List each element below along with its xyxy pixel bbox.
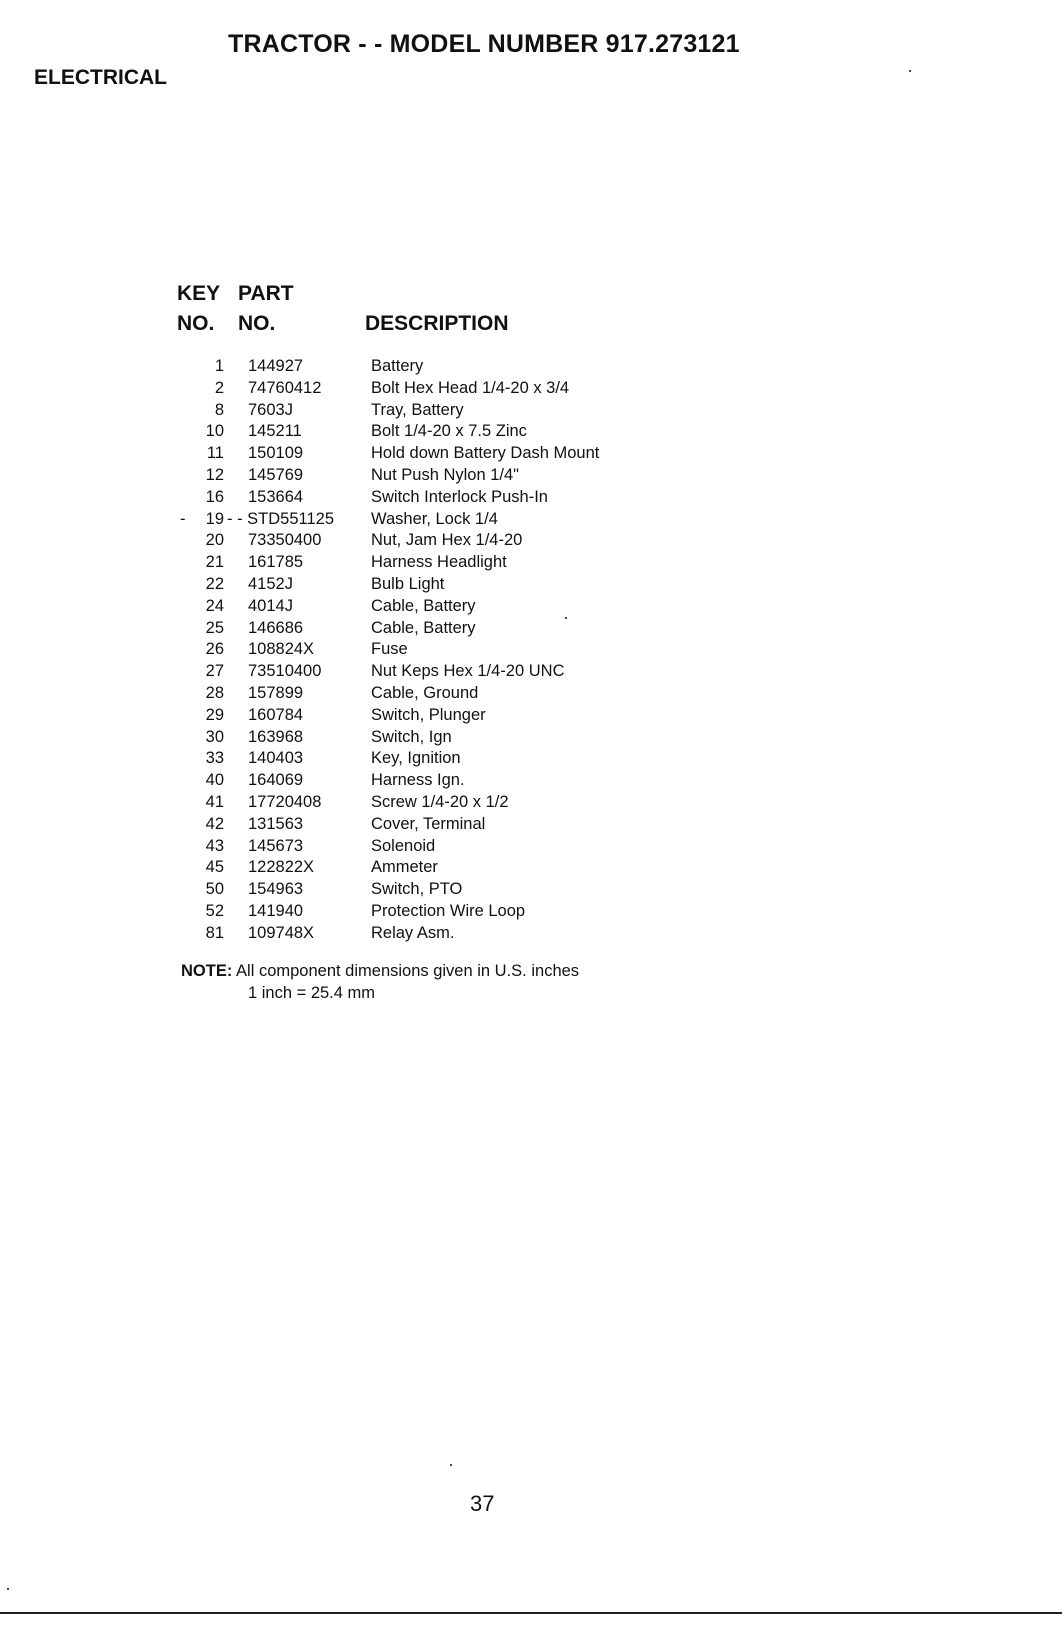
key-number: 45: [205, 858, 224, 877]
key-number: 22: [205, 574, 224, 593]
key-number: 26: [205, 640, 224, 659]
part-description: Nut Push Nylon 1/4": [371, 465, 520, 484]
parts-row: [180, 618, 680, 640]
parts-row: [180, 661, 680, 683]
part-description: Cover, Terminal: [371, 814, 486, 833]
key-number: 52: [205, 901, 224, 920]
key-number: 21: [205, 553, 224, 572]
parts-row: [180, 770, 680, 792]
key-number: 20: [205, 531, 224, 550]
parts-row: [180, 421, 680, 443]
part-number: 17720408: [248, 792, 322, 811]
key-number: 11: [206, 444, 224, 463]
note-text: All component dimensions given in U.S. inches: [236, 962, 580, 980]
key-number: 42: [205, 814, 224, 833]
part-description: Switch Interlock Push-In: [371, 487, 548, 506]
parts-row: [180, 857, 680, 879]
page-title: TRACTOR - - MODEL NUMBER 917.273121: [228, 30, 740, 58]
scan-speck: [7, 1588, 9, 1590]
part-description: Battery: [371, 357, 424, 375]
parts-row: [180, 356, 680, 378]
part-number: 74760412: [248, 378, 322, 397]
scan-speck: [909, 70, 911, 72]
part-description: Hold down Battery Dash Mount: [371, 444, 600, 463]
key-number: 28: [205, 683, 224, 702]
key-number: 50: [205, 880, 224, 899]
part-number: 153664: [248, 487, 304, 506]
part-description: Bulb Light: [371, 574, 445, 593]
parts-row: [180, 443, 680, 465]
key-number: 1: [214, 357, 224, 375]
part-number: 140403: [248, 749, 304, 768]
part-description: Nut, Jam Hex 1/4-20: [371, 531, 523, 550]
parts-row: [180, 639, 680, 661]
parts-row: [180, 727, 680, 749]
part-number: 145211: [248, 422, 302, 441]
key-number: 8: [214, 400, 224, 419]
scan-speck: [565, 617, 567, 619]
part-description: Switch, Ign: [371, 727, 452, 746]
part-number: 154963: [248, 880, 304, 899]
part-number: 4014J: [248, 596, 293, 615]
part-description: Nut Keps Hex 1/4-20 UNC: [371, 662, 565, 681]
part-number: 145673: [248, 836, 304, 855]
parts-row: [180, 748, 680, 770]
key-number: 33: [205, 749, 224, 768]
parts-row: [180, 552, 680, 574]
description-column-header: DESCRIPTION: [365, 312, 509, 335]
part-number: 160784: [248, 705, 304, 724]
part-number: 163968: [248, 727, 304, 746]
part-description: Fuse: [371, 640, 408, 659]
key-number: 29: [205, 705, 224, 724]
parts-row: [180, 487, 680, 509]
parts-row: [180, 378, 680, 400]
parts-row: [180, 400, 680, 422]
key-number: 25: [205, 618, 224, 637]
key-column-header-top: KEY: [177, 282, 221, 305]
part-description: Protection Wire Loop: [371, 901, 526, 920]
key-column-header-bottom: NO.: [177, 312, 215, 335]
parts-row: [180, 574, 680, 596]
part-description: Bolt 1/4-20 x 7.5 Zinc: [371, 422, 527, 441]
note-label: NOTE:: [181, 962, 233, 980]
part-description: Ammeter: [371, 858, 438, 877]
part-description: Screw 1/4-20 x 1/2: [371, 792, 509, 811]
part-number: 73510400: [248, 662, 322, 681]
parts-row: [180, 792, 680, 814]
part-number: 161785: [248, 553, 304, 572]
key-number: 10: [205, 422, 224, 441]
parts-row: [180, 530, 680, 552]
key-number: 41: [205, 792, 224, 811]
dimension-note: [181, 960, 579, 1004]
part-number: [227, 509, 334, 531]
parts-row: [180, 683, 680, 705]
parts-row: [180, 509, 680, 531]
part-description: Solenoid: [371, 836, 436, 855]
part-number: 4152J: [248, 574, 293, 593]
parts-row: [180, 705, 680, 727]
part-description: Key, Ignition: [371, 749, 461, 768]
part-description: Cable, Battery: [371, 596, 476, 615]
key-number: 43: [205, 836, 224, 855]
part-description: Washer, Lock 1/4: [371, 509, 498, 528]
key-number: 40: [205, 771, 224, 790]
key-number: 27: [205, 662, 224, 681]
note-conversion: 1 inch = 25.4 mm: [248, 984, 376, 1002]
key-number: 81: [205, 923, 224, 942]
scan-speck: [450, 1464, 452, 1466]
page-number: 37: [470, 1491, 495, 1516]
parts-row: [180, 836, 680, 858]
section-title: ELECTRICAL: [34, 66, 167, 89]
part-description: Harness Headlight: [371, 553, 507, 572]
part-number: 146686: [248, 618, 304, 637]
parts-row: [180, 923, 680, 945]
note-first-line: [181, 960, 579, 982]
bottom-rule: [0, 1612, 1062, 1614]
printed-dash-mark: - -: [227, 509, 248, 528]
part-column-header-top: PART: [238, 282, 294, 305]
part-number: 145769: [248, 465, 304, 484]
part-number: 150109: [248, 444, 304, 463]
key-number: 16: [205, 487, 224, 506]
parts-row: [180, 596, 680, 618]
part-description: Switch, Plunger: [371, 705, 486, 724]
part-number: 131563: [248, 814, 304, 833]
part-description: Tray, Battery: [371, 400, 464, 419]
part-number: 108824X: [248, 640, 315, 659]
part-number: 109748X: [248, 923, 315, 942]
part-description: Switch, PTO: [371, 880, 463, 899]
parts-row: [180, 879, 680, 901]
parts-row: [180, 814, 680, 836]
printed-dash-mark: -: [180, 509, 186, 528]
key-number: 12: [205, 465, 224, 484]
parts-list: [180, 356, 680, 945]
key-number: 2: [214, 378, 224, 397]
part-number-value: STD551125: [247, 509, 335, 528]
key-number: 19: [205, 509, 224, 528]
part-number: 157899: [248, 683, 304, 702]
part-number: 73350400: [248, 531, 322, 550]
part-number: 7603J: [248, 400, 293, 419]
part-number: 144927: [248, 357, 304, 375]
part-number: 141940: [248, 901, 304, 920]
part-description: Harness Ign.: [371, 771, 465, 790]
parts-row: [180, 901, 680, 923]
part-description: Cable, Ground: [371, 683, 479, 702]
part-number: 164069: [248, 771, 304, 790]
part-description: Cable, Battery: [371, 618, 476, 637]
part-number: 122822X: [248, 858, 315, 877]
part-column-header-bottom: NO.: [238, 312, 276, 335]
parts-row: [180, 465, 680, 487]
key-number: 24: [205, 596, 224, 615]
key-number: 30: [205, 727, 224, 746]
part-description: Bolt Hex Head 1/4-20 x 3/4: [371, 378, 570, 397]
part-description: Relay Asm.: [371, 923, 455, 942]
